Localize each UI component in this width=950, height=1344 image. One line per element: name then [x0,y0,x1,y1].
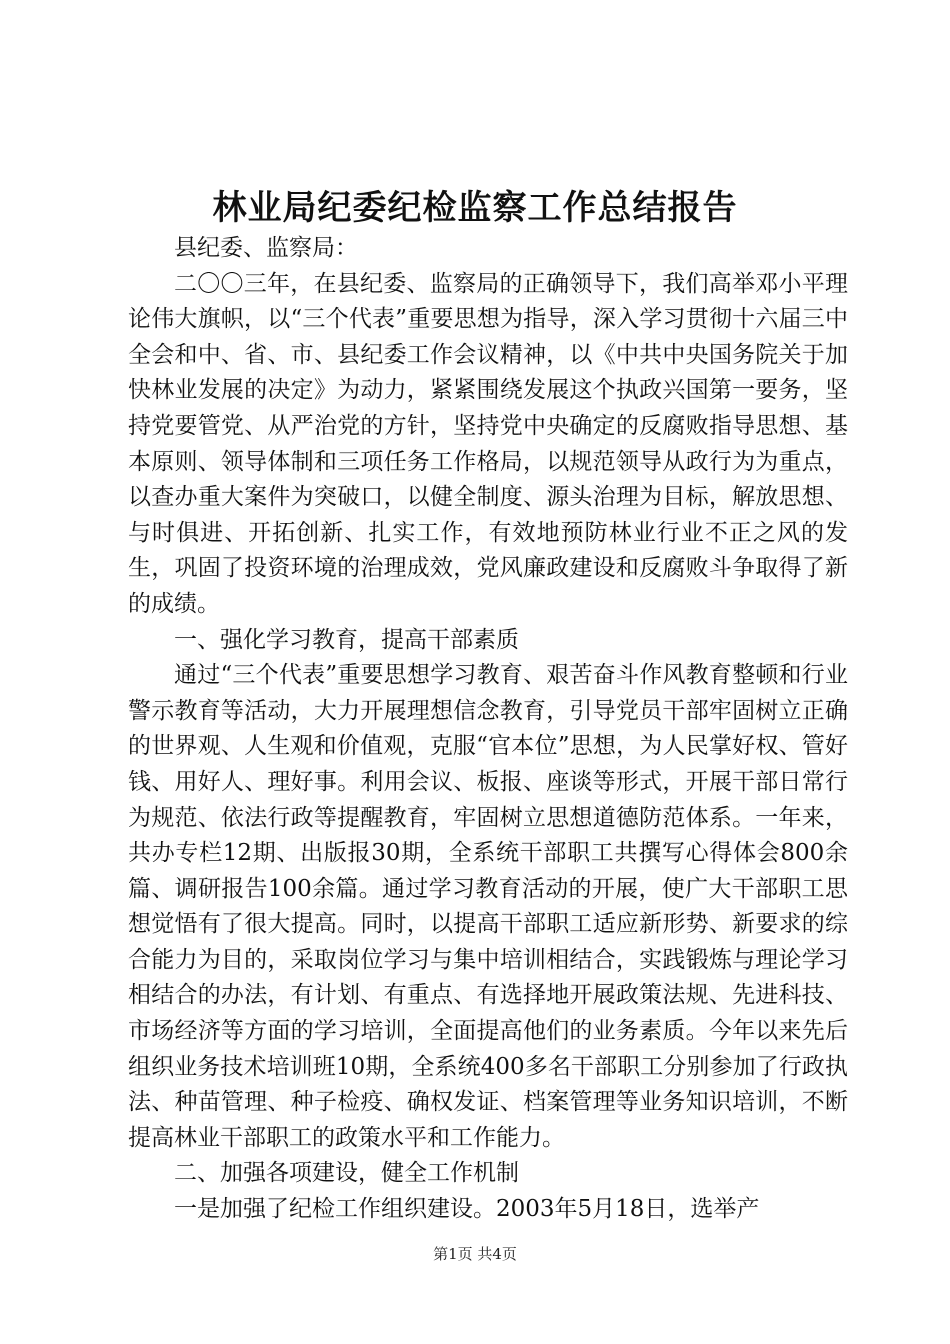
document-title: 林业局纪委纪检监察工作总结报告 [212,188,738,228]
document-body [128,231,848,1228]
section-heading-1: 一、强化学习教育，提高干部素质 [174,626,519,653]
salutation: 县纪委、监察局： [174,235,358,261]
section-2-paragraph: 一是加强了纪检工作组织建设。2003年5月18日，选举产 [174,1196,760,1223]
section-1-paragraph: 通过“三个代表”重要思想学习教育、艰苦奋斗作风教育整顿和行业警示教育等活动，大力开展理想信念教育，引导党员干部牢固树立正确的世界观、人生观和价值观，克服“官本位”思想，为人民掌好权、管好钱、用好人、理好事。利用会议、板报、座谈等形式，开展干部日常行为规范、依法行政等提醒教育，牢固树立思想道德防范体系。一年来，共办专栏12期、出版报30期，全系统干部职工共撰写心得体会800余篇、调研报告100余篇。通过学习教育活动的开展，使广大干部职工思想觉悟有了很大提高。同时，以提高干部职工适应新形势、新要求的综合能力为目的，采取岗位学习与集中培训相结合，实践锻炼与理论学习相结合的办法，有计划、有重点、有选择地开展政策法规、先进科技、市场经济等方面的学习培训，全面提高他们的业务素质。今年以来先后组织业务技术培训班10期，全系统400多名干部职工分别参加了行政执法、种苗管理、种子检疫、确权发证、档案管理等业务知识培训，不断提高林业干部职工的政策水平和工作能力。 [128,662,848,1151]
intro-paragraph: 二〇〇三年，在县纪委、监察局的正确领导下，我们高举邓小平理论伟大旗帜，以“三个代表”重要思想为指导，深入学习贯彻十六届三中全会和中、省、市、县纪委工作会议精神，以《中共中央国务院关于加快林业发展的决定》为动力，紧紧围绕发展这个执政兴国第一要务，坚持党要管党、从严治党的方针，坚持党中央确定的反腐败指导思想、基本原则、领导体制和三项任务工作格局，以规范领导从政行为为重点，以查办重大案件为突破口，以健全制度、源头治理为目标，解放思想、与时俱进、开拓创新、扎实工作，有效地预防林业行业不正之风的发生，巩固了投资环境的治理成效，党风廉政建设和反腐败斗争取得了新的成绩。 [128,270,848,617]
page-footer: 第1页 共4页 [433,1245,517,1263]
section-heading-2: 二、加强各项建设，健全工作机制 [174,1160,519,1187]
